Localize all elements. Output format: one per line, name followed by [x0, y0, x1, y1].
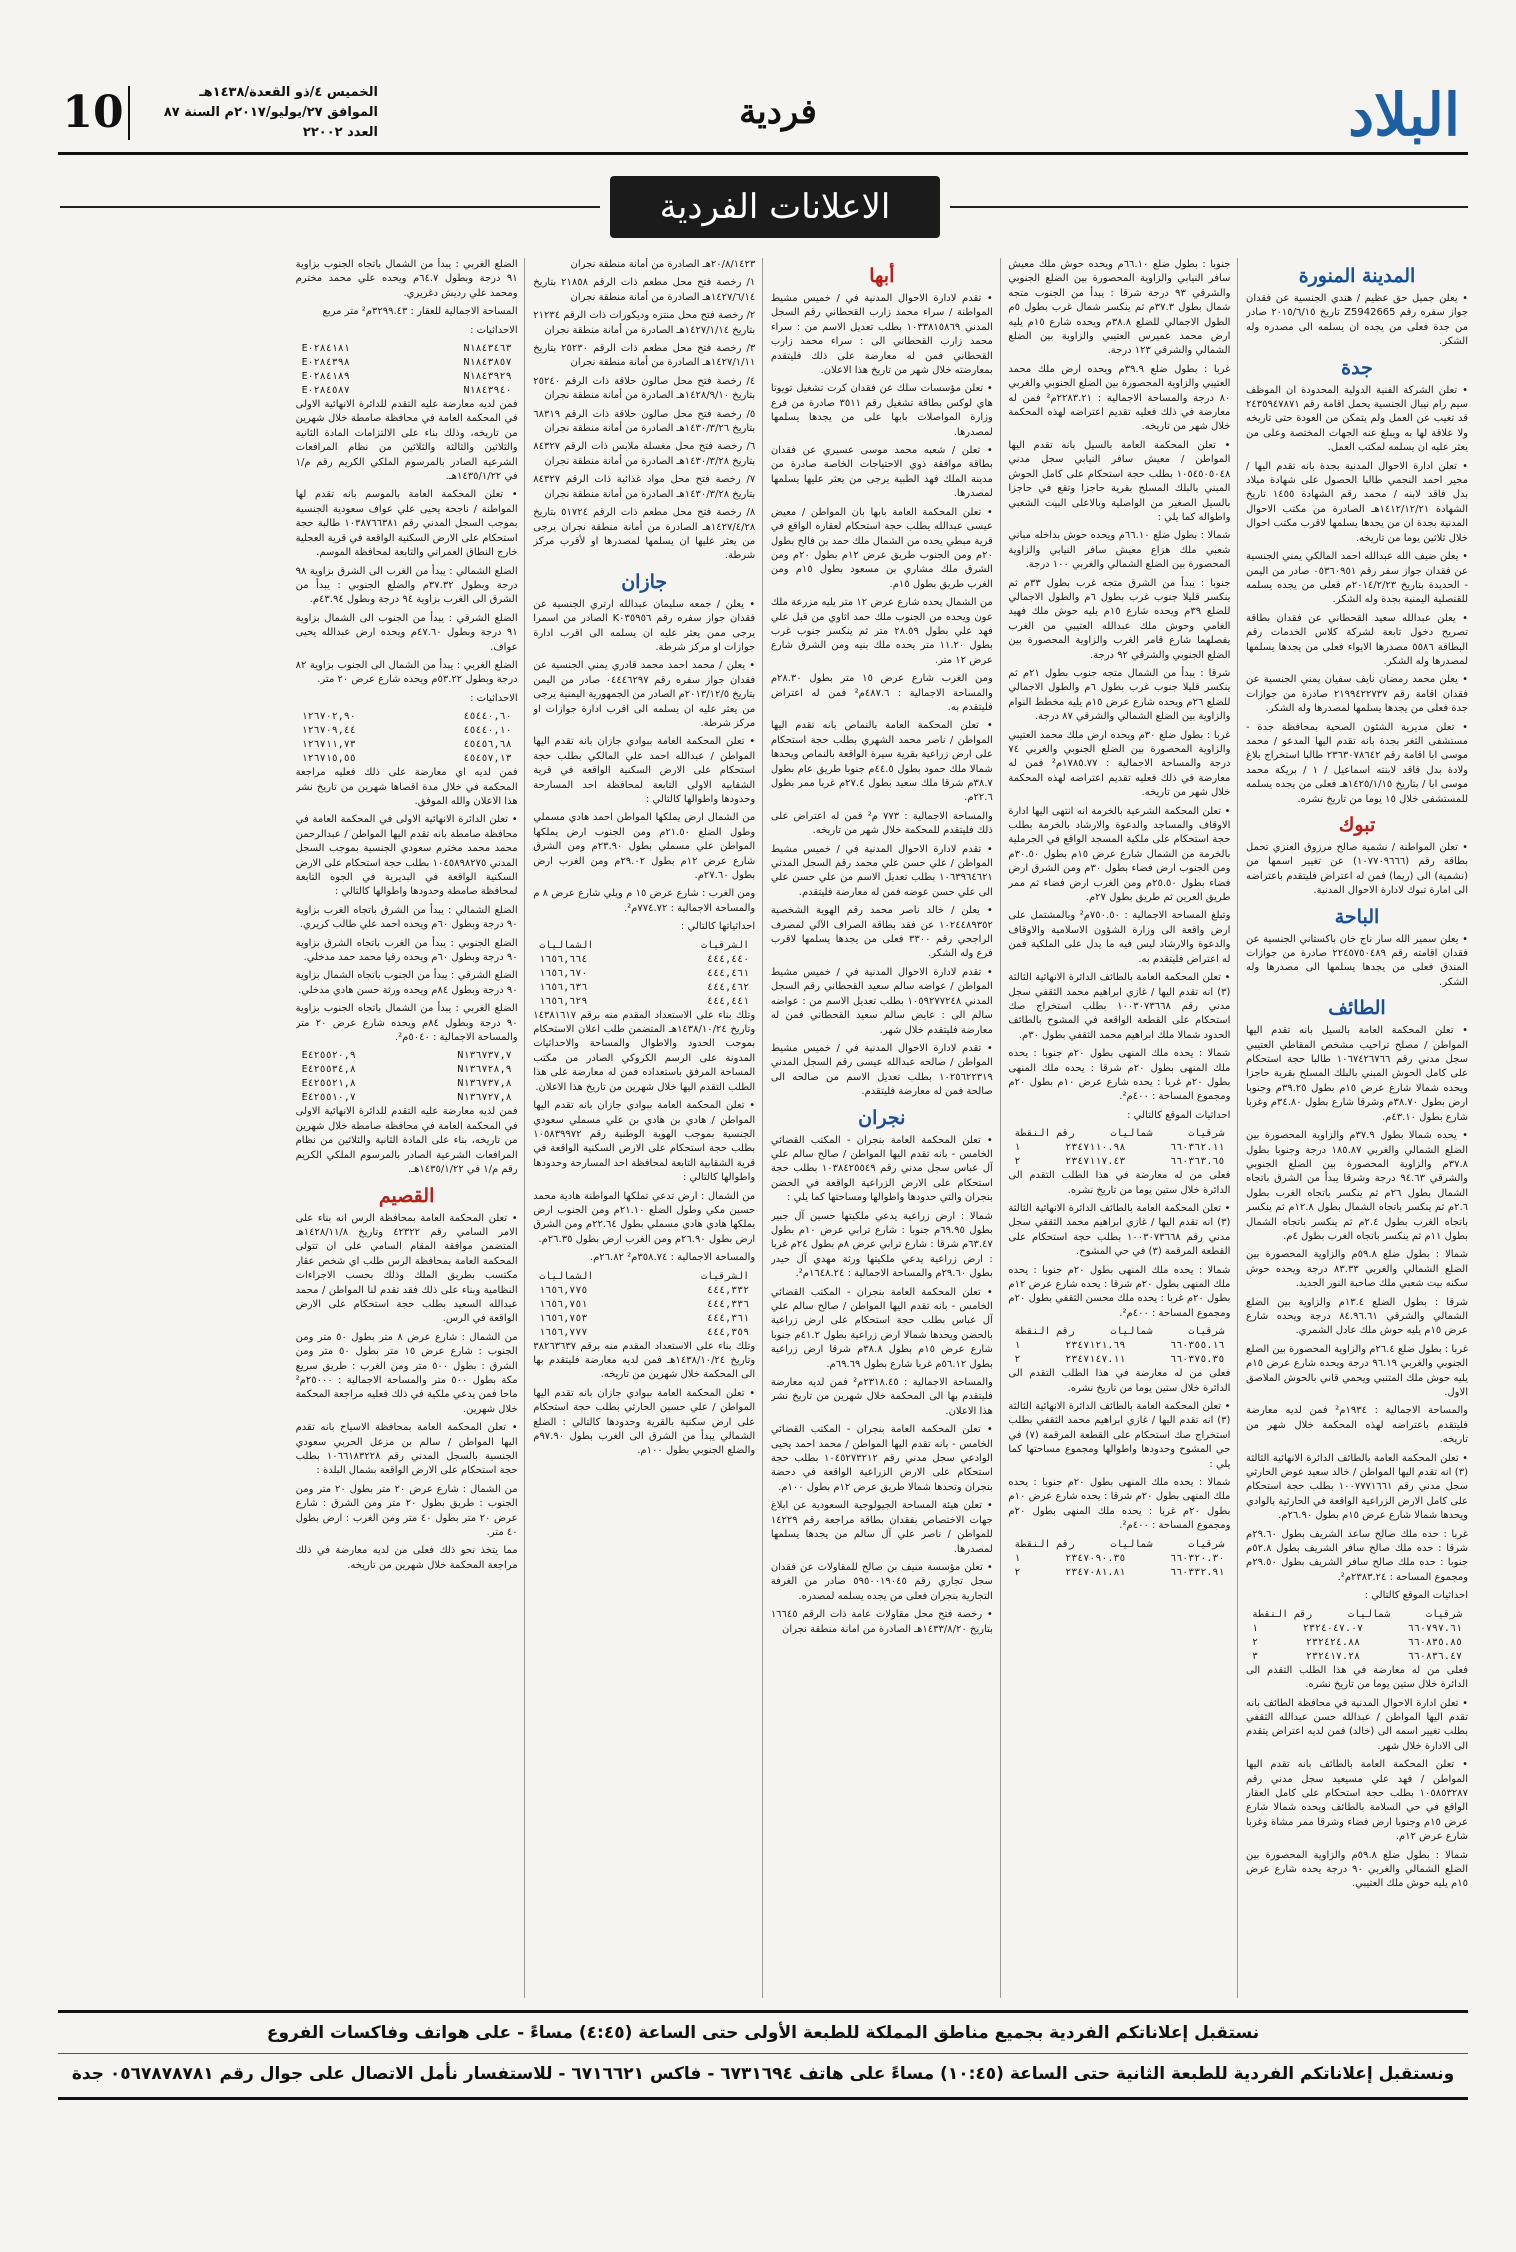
coordinate-cell: ٢٣٢٤١٧.٢٨ — [1305, 1650, 1361, 1662]
classified-ad: • تقدم لادارة الاحوال المدنية في / خميس مشيط المواطنة / سراء محمد زارب القحطاني رقم السجل المدني ١٠٣٣٨١٥٨٦٩ بطلب تعديل الاسم من : سراء محمد زارب القحطاني الى : سراء محمد زارب القحطاني فمن له معارضة على ذلك فليتقدم بمعارضته خلال شهر من تاريخ هذا الاعلان. — [770, 293, 993, 377]
classified-ad: ٧/ رخصة فتح محل مواد غذائية ذات الرقم ٨٤٣٢٧ بتاريخ ١٤٣٠/٣/٢٨هـ الصادرة من أمانة منطقة نجران — [533, 474, 756, 500]
coordinates-row — [533, 967, 755, 981]
coordinates-table — [296, 342, 518, 398]
coordinate-cell: ٤٤٤,٤٤٠ — [707, 953, 750, 965]
classified-ad: الضلع الغربي : يبدأ من الشمال الى الجنوب بزاوية ٨٢ درجة وبطول ٥٣.٢٢م ويحده شارع عرض ٢٠ متر. — [295, 659, 518, 686]
coordinate-cell: ٤٤٤,٤٦١ — [707, 967, 750, 979]
column-separator — [762, 258, 763, 1998]
classified-ad: • تعلن ادارة الاحوال المدنية بجدة بانه تقدم اليها / مجير احمد النجمي طالبا الحصول على شهادة ميلاد بدل فاقد لابنه / محمد رقم الشهادة ١٤٥٥ تاريخ الشهادة ١٤١٢/١٢/٢١هـ الصادرة من مكتب الاحوال المدنية بجدة ان من يجدها يسلمها لاقرب مكتب احوال خلال ثلاثين يوما من تاريخه. — [1246, 460, 1468, 544]
coordinate-cell: ٢٣٢٤٠٤٧.٠٧ — [1302, 1622, 1364, 1634]
coordinates-row — [1246, 1608, 1468, 1622]
coordinate-cell: E٠٢٨٤١٨١ — [301, 343, 350, 355]
classified-ad: احداثيات الموقع كالتالي : — [1364, 1590, 1468, 1602]
classified-ad: • تعلن المحكمة العامة بالسيل بانه تقدم اليها المواطن / مصلح تراحيب مشخص المقاطي العتيبي سجل مدني رقم ١٠٦٧٤٢٦٧٦٦ طالبا حجة استحكام على كامل الحوش المبني بالبلك المسلح بقرية حاجزا ويحده شمالا شارع عرض ١٥م بطول ٣٩.٢٥م وجنوبا ارض بطول ٣٨.٧٠م وشرقا شارع بطول ٣٤.٨٠م وغربا شارع بطول ٤٣.١٠م. — [1246, 1025, 1468, 1123]
coordinate-cell: ٢٣٤٧٠٨١.٨١ — [1065, 1566, 1126, 1578]
classified-ad: الضلع الشرقي : يبدأ من الجنوب الى الشمال بزاوية ٩١ درجة وبطول ٤٧.٦٠م ويحده ارض عبدالله يحيى عواف. — [295, 612, 518, 653]
coordinates-row — [1008, 1353, 1230, 1367]
coordinates-row — [1008, 1538, 1230, 1552]
classified-ad: شمالا : ارض زراعية يدعي ملكيتها حسين آل جبير بطول ٦٩.٩٥م جنوبا : شارع ترابي عرض ١٠م بطول ٦٣.٤٧م شرقا : شارع ترابي عرض ٨م بطول ٢٤م غربا : ارض زراعية يدعي ملكيتها ورثة مهدي آل حيدر بطول ٢٩.٦٠م والمساحة الاجمالية : ١٦٤٨.٢٤م². — [770, 1210, 993, 1280]
region-heading: جدة — [1341, 356, 1373, 379]
region-heading: جازان — [621, 570, 668, 593]
coordinate-cell: N١٨٤٣٨٥٧ — [463, 357, 512, 369]
column-separator — [524, 258, 525, 1998]
coordinates-row — [296, 356, 518, 370]
coordinate-cell: ١٦٥٦,٧٧٧ — [539, 1326, 588, 1338]
classified-ad: • تعلن هيئة المساحة الجيولوجية السعودية عن ابلاغ جهات الاختصاص بفقدان بطاقة مراجعة رقم ١٤٢٢٩ للمواطن / ناصر علي آل سالم من يجدها يسلمها لمصدرها. — [770, 1500, 993, 1555]
page-number: 10 — [58, 86, 130, 140]
coordinate-cell: ٤٥٤٥٦,٦٨ — [463, 739, 512, 751]
classified-ad: من الشمال ارض يملكها المواطن احمد هادي مسملي وطول الضلع ٢١.٥٠م ومن الجنوب ارض يملكها المواطن علي مسملي بطول ٢٣.٩٠م ومن الشرق شارع عرض ١٢م بطول ٢٩.٠٢م ومن الغرب ارض بطول ٢٧.٦٠م. — [533, 812, 756, 882]
classified-ad: من الشمال يحده شارع عرض ١٢ متر يليه مزرعة ملك عون ويحده من الجنوب ملك حمد اثاوي من قبل علي فهد علي بطول ٢٨.٥٩ متر ثم ينكسر جنوب غرب بطول ١١.٢٠ متر يحده ملك بنيه ومن الشرق شارع عرض ١٢ متر. — [770, 597, 993, 666]
coordinate-cell: ١٦٥٦,٦٣٦ — [539, 981, 588, 993]
coordinate-cell: ٢٣٤٧١١٠.٩٨ — [1065, 1142, 1126, 1154]
classified-ad: الضلع الغربي : يبدأ من الشمال باتجاه الجنوب بزاوية ٩١ درجة وبطول ٦٤.٧م ويحده علي محمد مخترم ومحمد علي رديش دغريري. — [295, 259, 518, 299]
region-heading: تبوك — [1338, 814, 1376, 836]
ad-column-2 — [1008, 258, 1230, 1998]
classified-ad: الاحداثيات : — [470, 324, 518, 336]
classified-ad: • تعلن مؤسسات سلك عن فقدان كرت تشغيل تويوتا هاي لوكس بطاقة تشغيل رقم ٣٥١١ صادرة من فرع وزارة المواصلات بابها على من يجدها يسلمها لمصدرها. — [770, 383, 993, 438]
coordinates-row — [296, 342, 518, 356]
coordinates-row — [1246, 1650, 1468, 1664]
coordinate-cell: E٤٢٥٥١٠,٧ — [301, 1092, 356, 1104]
footer-line-first-edition: نستقبل إعلاناتكم الفردية بجميع مناطق المملكة للطبعة الأولى حتى الساعة (٤:٤٥) مساءً - على هواتف وفاكسات الفروع — [266, 2023, 1260, 2043]
hijri-date: الخميس ٤/ذو القعدة/١٤٣٨هـ — [199, 85, 378, 100]
classified-ad: • تعلن المحكمة العامة بالطائف الدائرة الانهائية الثالثة (٣) انه تقدم اليها المواطن / خالد سعيد عوض الحارثي سجل مدني رقم ١٠٠٧٧٧١٦٦١ بطلب حجة استحكام على كامل الارض الزراعية الواقعة في الحارثية بالوادي ويحدها شمالا شارع عرض ١٥م بطول ٢٦.٩٠م. — [1246, 1452, 1468, 1522]
coordinates-table — [1246, 1608, 1468, 1664]
coordinate-cell: N١٣٦٧٣٧,٨ — [457, 1078, 512, 1090]
coordinate-cell: ٦٦٠٨٣٦.٤٧ — [1407, 1650, 1462, 1662]
coordinates-row — [533, 953, 755, 967]
classified-ad: • تعلن مديرية الشئون الصحية بمحافظة جدة - مستشفى الثغر بجدة بانه تقدم اليها المدعو / محمد موسى ابا اقامة رقم ٢٣٦٣٠٧٨٦٤٢ طالبا استخراج بلاغ ولادة بدل فاقد لابنته اسماعيل / ١ / بريكة محمد موسى ابا / بتاريخ ١٤٢٥/١/١٥هـ فعلى من يجده يسلمه للمستشفى خلال ١٥ يوما من تاريخ نشره. — [1246, 721, 1468, 805]
coordinates-table — [296, 1049, 518, 1105]
ad-column-3 — [771, 258, 993, 1998]
classified-ad: • تعلن المحكمة العامة بمحافظة الاسياح بانه تقدم اليها المواطن / سالم بن مزعل الحربي سعودي الجنسية بالسجل المدني رقم ١٠٦٦١٨٣٢٢٨ بطلب حجة استحكام على الارض الواقعة بشمال البلدة : — [295, 1422, 518, 1477]
coordinate-cell: ١٦٥٦,٦٢٩ — [539, 995, 588, 1007]
coordinates-table — [533, 939, 755, 1009]
classified-ad: شرقا : يبدأ من الشمال متجه جنوب بطول ٢١م ثم ينكسر قليلا جنوب غرب بطول ٦م والطول الاجمالي للضلع ٢٦م ويحده شارع عرض ١٥م يليه مخطط النوام والزاوية بين الضلع الشمالي والشرقي ٨٧ درجة. — [1008, 667, 1231, 723]
classified-ad: • تعلن المحكمة الشرعية بالخرمة انه انتهى اليها ادارة الاوقاف والمساجد والدعوة والارشاد بالخرمة بطلب حجة استحكام على ملكية المسجد الواقع في الجرملية بالخرمة من الشمال شارع عرض ١٥م بطول ٣٠.٥٠م ومن الجنوب ارض فضاء بطول ٣٠م ومن الشرق ارض فضاء بطول ٢٥.٥٠م ومن الغرب ارض فضاء ثم ممر طريق العرين ثم طريق بطول ٢٧م. — [1008, 805, 1231, 904]
coordinate-cell: ٤٤٤,٣٣٦ — [707, 1298, 750, 1310]
coordinates-table — [1008, 1538, 1230, 1580]
ad-column-5 — [296, 258, 518, 1998]
classified-ad: • تعلن المحكمة العامة بمحافظة الرس انه بناء على الامر السامي رقم ٤٢٣٢٢ وتاريخ ١٤٢٨/١١/٨هـ المتضمن موافقة المقام السامي على ان تتولى المحكمة العامة بمحافظة الرس طلب اي شخص عقار مكتسب بطريق الملك وذلك بحسب الاجراءات النظامية وبناء على ذلك فقد تقدم لنا المواطن / محمد عبدالله السعيد بطلب حجة استحكام على الارض الواقعة في الرس. — [295, 1212, 518, 1325]
coordinates-row — [296, 370, 518, 384]
classified-ad: • تعلن المحكمة العامة بالطائف الدائرة الانهائية الثالثة (٣) انه تقدم اليها / غازي ابراهيم محمد الثقفي بطلب استخراج صك استحكام على القطعة المرقمة (٧) في حي المشوح وحدودها واطوالها ومجموع مساحتها كما يلي : — [1008, 1401, 1231, 1470]
region-heading: أبها — [869, 265, 895, 287]
classified-ad: شمالا : بطول ضلع ٦٦.١٠م ويحده حوش بداخله مباني شعبي ملك هزاع معيش سافر النيابي والزاوية المحصورة بين الضلع الشمالي والغربي ١٠٠ درجة. — [1008, 530, 1231, 571]
classified-ad: ٨/ رخصة فتح محل مطعم ذات الرقم ٥١٧٢٤ بتاريخ ١٤٢٧/٤/٢٨هـ الصادرة من أمانة منطقة نجران يرجى من يعثر عليها ان يسلمها لمصدرها او لأقرب مركز شرطة. — [533, 507, 756, 562]
coordinates-row — [296, 1077, 518, 1091]
coordinate-cell: ٢ — [1252, 1636, 1259, 1648]
coordinate-cell: ٢٣٢٤٢٤.٨٨ — [1305, 1636, 1361, 1648]
classified-ad: فمن لديه معارضة عليه التقدم للدائرة الانهائية الاولى في المحكمة العامة في محافظة صامطة خلال شهرين من تاريخه، وذلك بناء على الالتزامات المادة الثانية والثلاثين والثالثة والثلاثين من نظام المرافعات الشرعية الصادر بالمرسوم الملكي الكريم رقم م/١ في ١٤٣٥/١/٢٢هـ. — [295, 399, 518, 483]
date-box — [58, 86, 388, 140]
classified-ad: ٥/ رخصة فتح محل صالون حلاقة ذات الرقم ٦٨٣١٩ بتاريخ ١٤٣٠/٣/٢٦هـ الصادرة من أمانة منطقة نجران — [533, 408, 756, 435]
coordinates-row — [533, 1326, 755, 1340]
coordinates-row — [533, 1284, 755, 1298]
classified-ad: والمساحة الاجمالية : ٧٧٣ م² فمن له اعتراض على ذلك فليتقدم للمحكمة خلال شهر من تاريخه. — [770, 810, 993, 837]
ad-columns — [58, 258, 1468, 1998]
classified-ad: الضلع الشمالي : يبدأ من الشرق باتجاه الغرب بزاوية ٩٠ درجة وبطول ٦٠م ويحده احمد علي طالب كريري. — [295, 904, 518, 931]
coordinate-cell: شماليات — [1110, 1128, 1153, 1140]
classified-ad: • تعلن المحكمة العامة بنجران - المكتب القضائي الخامس - بانه تقدم اليها المواطن / محمد احمد يحيى الوادعي سجل مدني رقم ١٠٤٥٢٧٣٢١٢ بطلب حجة استحكام على الارض الزراعية الواقعة في دحضة بنجران وتحدها شمالا طريق عرض ١٢م بطول ١٠٠م. — [770, 1424, 993, 1493]
classified-ad: ٣/ رخصة فتح محل مطعم ذات الرقم ٢٥٢٣٠ بتاريخ ١٤٢٧/١/١١هـ الصادرة من أمانة منطقة نجران — [533, 343, 756, 369]
classified-ad: • يعلن / محمد احمد محمد قادري يمني الجنسية عن فقدان جواز سفره رقم ٠٤٤٤٦٢٩٧ صادر من اليمن بتاريخ ٢٠١٣/١٢/٥م الصادر من الجمهورية اليمنية يرجى من يعثر عليه ان يسلمه الى اقرب ادارة جوازات او مركز شرطة. — [533, 660, 756, 729]
coordinate-cell: ١٦٥٦,٧٥١ — [539, 1298, 588, 1310]
classified-ad: غربا : حده ملك صالح ساعد الشريف بطول ٢٩.٦٠م شرقا : حده ملك صالح سافر الشريف بطول ٥٢.٨م جنوبا : حده ملك صالح سافر الشريف بطول ٢٩.٥٠م ومجموع المساحة : ٢٣٨٣.٢٤م². — [1246, 1528, 1468, 1583]
coordinates-row — [296, 724, 518, 738]
classified-ad: احداثيات الموقع كالتالي : — [1127, 1109, 1231, 1121]
coordinate-cell: ٦٦٠٧٩٧.٦١ — [1407, 1622, 1462, 1634]
coordinate-cell: شرقيات — [1188, 1538, 1225, 1550]
coordinate-cell: N١٣٦٧٢٧,٨ — [457, 1092, 512, 1104]
coordinates-row — [533, 981, 755, 995]
column-separator — [1000, 258, 1001, 1998]
classified-ad: والمساحة الاجمالية : ١٩٣٤م² فمن لديه معارضة فليتقدم باعتراضه لهذه المحكمة خلال شهر من تاريخه. — [1246, 1405, 1468, 1446]
classified-ad: المساحة الاجمالية للعقار : ٣٢٩٩.٤٣م² متر مربع — [322, 306, 518, 318]
ad-column-4 — [533, 258, 755, 1998]
coordinates-row — [533, 1270, 755, 1284]
footer-line-second-edition: ونستقبل إعلاناتكم الفردية للطبعة الثانية حتى الساعة (١٠:٤٥) مساءً على هاتف ٦٧٣١٦٩٤ - فاكس ٦٧١٦٦٢١ - للاستفسار نأمل الاتصال على جوال رقم ٠٥٦٧٨٧٨٧٨١ جدة — [58, 2053, 1468, 2094]
classified-ad: شمالا : يحده ملك المنهى بطول ٢٠م جنوبا : يحده ملك المنهى بطول ٢٠م شرقا : يحده ملك المنهى بطول ٢٠م غربا : يحده شارع عرض ١٠م بطول ٢٠م ومجموع المساحة : ٤٠٠م². — [1008, 1048, 1231, 1103]
coordinate-cell: ٤٤٤,٣٦١ — [707, 1312, 750, 1324]
coordinate-cell: E٠٢٨٤٥٨٧ — [301, 385, 350, 397]
coordinate-cell: ١٢٦٧١١,٧٣ — [301, 739, 356, 751]
coordinate-cell: ٤٤٤,٤٦٢ — [707, 981, 750, 993]
classified-ad: • تعلن المحكمة العامة بالسيل بانه تقدم اليها المواطن / معيش سافر النيابي سجل مدني ١٠٥٤٥٠٥٠٤٨ بطلب حجة استحكام على كامل الحوش المبني بالبلك المسلح بقرية حاجزا وتقع في حاجزا بالسيل الصغير من الواصلية وبالاعلى البيت الشعبي واطواله كما يلي : — [1008, 439, 1231, 523]
classified-ad: والمساحة الاجمالية : ٣٥٨.٧٤م² ٢٦.٨٢م. — [589, 1252, 756, 1264]
coordinates-row — [296, 384, 518, 398]
classified-ad: • تقدم لادارة الاحوال المدنية في / خميس مشيط المواطن / عواضه سالم سعيد القحطاني رقم السجل المدني ١٠٥٩٢٧٧٢٤٨ بطلب تعديل الاسم من : عواضه سالم الى : عايض سالم سعيد القحطاني فمن له معارضة فليتقدم خلال شهر. — [770, 966, 993, 1036]
coordinate-cell: ١٦٥٦,٧٧٥ — [539, 1284, 588, 1296]
classified-ad: • تعلن الشركة الفنية الدولية المحدودة ان الموظف سيم رام نيبال الجنسية يحمل اقامة رقم ٢٤٣٥٩٤٧٨٧١ قد تغيب عن العمل ولم يتمكن من العودة حتى تاريخه ولا علاقة لها به ويبلغ عنه الجهات المختصة وعلى من يعثر عليه ان يسلمه لمكتب العمل. — [1246, 384, 1468, 454]
classified-ad: • تقدم لادارة الاحوال المدنية في / خميس مشيط المواطن / صالحه عبدالله عيسى رقم السجل المدني ١٠٢٥٦٢٢٣١٩ بطلب تعديل الاسم من صالحه الى صالحة فمن له معارضة فليتقدم. — [770, 1042, 993, 1098]
coordinate-cell: ٢٣٤٧١٤٧.١١ — [1065, 1354, 1126, 1366]
banner-rule-right — [950, 206, 1468, 208]
classified-ad: والمساحة الاجمالية : ٢٣١٨.٤٥م² فمن لديه معارضة فليتقدم بها الى المحكمة خلال شهرين من تاريخ نشر هذا الاعلان. — [770, 1377, 993, 1417]
coordinate-cell: N١٨٤٣٤٦٣ — [463, 343, 512, 355]
classified-ad: • تعلن المحكمة العامة بالطائف الدائرة الانهائية الثالثة (٣) انه تقدم اليها / غازي ابراهيم محمد الثقفي سجل مدني رقم ١٠٠٣٠٧٣٦٦٨ بطلب حجة استحكام على القطعة المرقمة (٣) في حي المشوح. — [1008, 1202, 1231, 1258]
classified-ad: ومن الغرب شارع عرض ١٥ متر بطول ٢٨.٣٠م والمساحة الاجمالية : ٤٨٧.٦م² فمن له اعتراض فليتقدم به. — [770, 673, 993, 713]
coordinates-row — [296, 710, 518, 724]
coordinate-cell: E٠٢٨٤١٨٩ — [301, 371, 350, 383]
coordinate-cell: ٢٣٤٧١١٧.٤٣ — [1065, 1156, 1126, 1168]
coordinate-cell: ٤٥٤٥٧,١٣ — [463, 753, 512, 765]
classified-ad: • تعلن مؤسسة منيف بن صالح للمقاولات عن فقدان سجل تجاري رقم ٥٩٥٠٠١٩٠٤٥ صادر من الغرفة التجارية بنجران فعلى من يجده يسلمه لمصدره. — [770, 1561, 993, 1602]
coordinate-cell: ١٦٥٦,٧٥٣ — [539, 1312, 588, 1324]
classified-ad: شمالا : بطول ضلع ٥٩.٨م والزاوية المحصورة بين الضلع الشمالي والغربي ٩٠ درجة يحده شارع عرض ١٥م يليه حوش ملك العتيبي. — [1246, 1849, 1468, 1890]
coordinates-row — [296, 1091, 518, 1105]
classified-ad: • يعلن / جمعه سليمان عبدالله ارتري الجنسية عن فقدان جواز سفره رقم K٠٣٥٩٥٦ الصادر من اسمرا يرجى ممن يعثر عليه ان يسلمه الى اقرب ادارة جوازات او مركز شرطة. — [533, 598, 756, 653]
coordinate-cell: ٦٦٠٣٥٥.١٦ — [1170, 1340, 1225, 1352]
classified-ad: • تعلن المحكمة العامة بابها بان المواطن / معيض عيسى عبدالله يطلب حجة استحكام لعقاره الواقع في قرية مبطي يحده من الشمال ملك حمد بن فالح بطول ٢٠م ومن الجنوب طريق عرض ١٢م بطول ٢٠م ومن الشرق ملك مشاري بن مسعود بطول ١٥م ومن الغرب طريق بطول ١٥م. — [770, 506, 993, 590]
coordinate-cell: N١٣٦٧٣٧,٧ — [457, 1050, 512, 1062]
classified-ad: • يعلن محمد رمضان نايف سفيان يمني الجنسية عن فقدان اقامة رقم ٢١٩٩٤٢٢٧٣٧ صادرة من جوازات جدة فعلى من يجدها يسلمها لمصدرها وله الشكر. — [1246, 674, 1468, 715]
footer-notice — [58, 2010, 1468, 2100]
coordinate-cell: ١٢٦٧١٥,٥٥ — [301, 753, 356, 765]
coordinate-cell: ٤٥٤٤٠,٦٠ — [463, 711, 512, 723]
coordinates-row — [1008, 1141, 1230, 1155]
coordinate-cell: ١٦٥٦,٦٦٤ — [539, 953, 588, 965]
classified-ad: الضلع الجنوبي : يبدأ من الغرب باتجاه الشرق بزاوية ٩٠ درجة وبطول ٦٠م ويحده رقيا محمد حمد مدخلي. — [295, 937, 518, 964]
coordinates-row — [533, 1298, 755, 1312]
coordinate-cell: شرقيات — [1188, 1326, 1225, 1338]
classified-ad: ٢٠/٨/١٤٢٣هـ الصادرة من أمانة منطقة نجران — [570, 259, 756, 270]
coordinate-cell: ١ — [1014, 1340, 1021, 1352]
coordinate-cell: ٤٤٤,٤٤١ — [707, 995, 750, 1007]
coordinates-row — [1246, 1636, 1468, 1650]
classified-ad: • تعلن المحكمة العامة ببوادي جازان بانه تقدم اليها المواطن / هادي بن هادي بن علي مسملي سعودي الجنسية بموجب الهوية الوطنية رقم ١٠٥٨٣٩٩٧٢ بطلب حجة استحكام على الارض السكنية الواقعة في قرية الشقابية التابعة لمحافظة احد المسارحة وحدودها واطوالها كالتالي : — [533, 1100, 756, 1184]
classified-ad: من الشمال : ارض تدعي تملكها المواطنة هادية محمد حسين مكي وطول الضلع ٢١.١٠م ومن الجنوب ارض يملكها هادي هادي مسملي بطول ٢٢.٦٤م ومن الشرق ارض بطول ٢٦.٩٠م ومن الغرب ارض بطول ٢٦.٣٥م. — [533, 1190, 756, 1245]
coordinates-row — [296, 1049, 518, 1063]
classified-ad: وتبلغ المساحة الاجمالية : ٧٥٠.٥٠م² وبالمشتمل على ارض واقعة الى وزارة الشؤون الاسلامية والاوقاف والدعوة والارشاد ليس فيه ما يدل على الملكية فمن له اعتراض فليتقدم به. — [1008, 910, 1231, 965]
coordinate-cell: ٢ — [1014, 1354, 1021, 1366]
coordinate-cell: الشرقيات — [701, 939, 750, 951]
classified-ad: • تقدم لادارة الاحوال المدنية في / خميس مشيط المواطن / علي حسن علي محمد رقم السجل المدني ١٠٦٣٩٦٤٦٢١ بطلب تعديل الاسم من علي حسن علي الى علي حسن عوضه فمن له معارضة فليتقدم. — [770, 843, 993, 898]
coordinate-cell: شماليات — [1110, 1326, 1153, 1338]
coordinate-cell: ١ — [1252, 1622, 1259, 1634]
classified-ad: • تعلن المحكمة العامة بالطائف بانه تقدم اليها المواطن / فهد علي مسيعيد سجل مدني رقم ١٠٥٨٥٣٢٨٧ بطلب حجة استحكام على كامل العقار الواقع في حي السلامة بالطائف ويحده شمالا شارع عرض ١٥م وجنوبا ارض فضاء وشرقا ممر مشاة وغربا شارع عرض ١٢م. — [1246, 1759, 1468, 1843]
coordinate-cell: ٢٣٤٧١٢١.٦٩ — [1065, 1340, 1126, 1352]
coordinate-cell: E٠٢٨٤٣٩٨ — [301, 357, 350, 369]
classified-ad: • يعلن جميل حق عظيم / هندي الجنسية عن فقدان جواز سفره رقم Z5942665 تاريخ ٢٠١٥/٦/١٥ صادر من جدة فعلى من يجده ان يسلمه الى مصدره وله الشكر. — [1246, 293, 1468, 348]
issue-date — [130, 86, 388, 140]
coordinate-cell: ٤٥٤٤٠,١٠ — [463, 725, 512, 737]
classified-ad: احداثياتها كالتالي : — [680, 921, 756, 933]
coordinates-row — [1246, 1622, 1468, 1636]
classified-ad: غربا : بطول ضلع ٢٦.٤م والزاوية المحصورة بين الضلع الجنوبي والغربي ٩٦.١٩ درجة ويحده شارع عرض ١٥م يليه حوش ملك المتنبي ويحمي قاني بالحوش الملاصق الاول. — [1246, 1343, 1468, 1398]
coordinates-table — [296, 710, 518, 766]
classified-ad: • تعلن المحكمة العامة بالطائف الدائرة الانهائية الثالثة (٣) انه تقدم اليها / غازي ابراهيم محمد الثقفي سجل مدني رقم ١٠٠٣٠٧٣٦٦٨ بطلب استخراج صك استحكام على القطعة الواقعة في المشوح بالطائف الحدود شمالا ملك ابراهيم محمد الثقفي بطول ٣٠م. — [1008, 972, 1231, 1041]
classified-ad: جنوبا : يبدأ من الشرق متجه غرب بطول ٣٣م ثم ينكسر قليلا جنوب غرب بطول ٦م والطول الاجمالي للضلع ٣٩م ويحده شارع ١٥م يليه حوش ملك فهيد الغامي وحوش ملك عبدالله العتيبي من الغرب يفصلهما شارع قامر الغرب والزاوية المحصورة بين الضلع الجنوبي والشرقي ٩٢ درجة. — [1008, 577, 1231, 661]
coordinate-cell: ٦٦٠٣٦٢.١١ — [1170, 1142, 1225, 1154]
coordinate-cell: ٤٤٤,٣٣٢ — [707, 1284, 750, 1296]
classified-ad: فمن لديه معارضة عليه التقدم للدائرة الانهائية الاولى في المحكمة العامة في محافظة صامطة خلال شهرين من تاريخه، بناء على المادة الثانية والثلاثين من نظام المرافعات الشرعية الصادر بالمرسوم الملكي الكريم رقم م/١ في ١٤٣٥/١/٢٢هـ. — [295, 1106, 518, 1176]
coordinate-cell: رقم النقطة — [1252, 1608, 1313, 1620]
classified-ad: الضلع الغربي : يبدأ من الشمال باتجاه الجنوب بزاوية ٩٠ درجة وبطول ٨٤م ويحده شارع عرض ٢٠ متر والمساحة الاجمالية : ٥٠٤٠م². — [295, 1003, 518, 1044]
coordinate-cell: ٦٦٠٣٦٣.٦٥ — [1170, 1156, 1225, 1168]
classified-ad: ٤/ رخصة فتح محل صالون حلاقة ذات الرقم ٢٥٢٤٠ بتاريخ ١٤٢٨/٩/١٠هـ الصادرة من أمانة منطقة نجران — [533, 375, 756, 402]
column-separator — [1237, 258, 1238, 1998]
newspaper-logo: البلاد — [1348, 81, 1460, 149]
coordinate-cell: E٤٢٥٥٢٠,٩ — [301, 1050, 356, 1062]
coordinate-cell: E٤٢٥٥٣٤,٨ — [301, 1064, 356, 1076]
classified-ad: شمالا : يحده ملك المنهى بطول ٢٠م جنوبا : يحده ملك المنهى بطول ٢٠م شرقا : يحده شارع عرض ١٠م بطول ٢٠م غربا : يحده ملك المنهى بطول ٢٠م ومجموع المساحة : ٤٠٠م². — [1008, 1477, 1231, 1532]
classified-ad: ٦/ رخصة فتح محل مغسلة ملابس ذات الرقم ٨٤٣٢٧ بتاريخ ١٤٣٠/٣/٢٨هـ الصادرة من أمانة منطقة نجران — [533, 441, 756, 467]
classified-ad: • تعلن / شعبه محمد موسى عسيري عن فقدان بطاقة موافقة ذوي الاحتياجات الخاصة صادرة من مدينة الملك فهد الطبية يرجى من يعثر عليها يسلمها لمصدرها. — [770, 445, 993, 500]
coordinate-cell: ١ — [1014, 1552, 1021, 1564]
coordinates-row — [296, 738, 518, 752]
coordinate-cell: ١ — [1014, 1142, 1021, 1154]
coordinates-row — [1008, 1552, 1230, 1566]
classified-ad: الضلع الشرقي : يبدأ من الجنوب باتجاه الشمال بزاوية ٩٠ درجة وبطول ٨٤م ويحده ورثة حسن هادي مدخلي. — [295, 970, 518, 996]
region-heading: الباحة — [1334, 905, 1380, 928]
coordinates-row — [1008, 1155, 1230, 1169]
coordinate-cell: الشماليات — [539, 939, 594, 951]
classified-ad: • يعلن / خالد ناصر محمد رقم الهوية الشخصية ١٠٢٤٤٨٩٣٥٢ عن فقد بطاقة الصراف الآلي لمصرف الراجحي رقم ٣٣٠٠ فعلى من يجدها يسلمها لاقرب فرع وله الشكر. — [770, 905, 993, 960]
classified-ad: ومن الغرب : شارع عرض ١٥ م ويلي شارع عرض ٨ م والمساحة الاجمالية : ٧٧٤.٧٢م². — [533, 888, 756, 914]
classified-ad: ٢/ رخصة فتح محل منتزه وديكورات ذات الرقم ٢١٢٣٤ بتاريخ ١٤٢٧/١/١٤هـ الصادرة من أمانة منطقة نجران — [533, 310, 756, 336]
classified-ad: • يعلن عبدالله سعيد القحطاني عن فقدان بطاقة تصريح دخول تابعة لشركة كلاس الخدمات رقم البطاقة ٥٥٨٦ مصدرها الايواء فعلى من يجدها يسلمها لمصدرها وله الشكر. — [1246, 612, 1468, 667]
region-heading: المدينة المنورة — [1298, 265, 1416, 287]
coordinate-cell: ١٦٥٦,٦٧٠ — [539, 967, 588, 979]
classified-ad: شرقا : بطول الضلع ١٣.٤م والزاوية بين الضلع الشمالي والشرقي ٨٤.٩٦.٦١ درجة ويحده شارع عرض ١٥م يليه حوش ملك عادل الشمري. — [1246, 1296, 1468, 1337]
classified-ad: • تعلن المحكمة العامة ببوادي جازان بانه تقدم اليها المواطن / علي حسين الحارثي بطلب حجة استحكام على ارض سكنية بالقرية وحدودها كالتالي : الضلع الشمالي يبدأ من الشرق الى الغرب بطول ٩٧.٩٠م والضلع الجنوبي بطول ١٠٠م. — [533, 1387, 756, 1457]
coordinate-cell: شماليات — [1110, 1538, 1153, 1550]
classified-ad: • تعلن المحكمة العامة بالموسم بانه تقدم لها المواطنة / ناجحة يحيى علي عواف سعودية الجنسية بموجب السجل المدني رقم ١٠٣٨٧٦٦٣٨١ طالبة حجة استحكام على الارض السكنية الواقعة في قرية العجلية خارج النطاق العمراني والتابعة لمحافظة الموسم. — [295, 489, 518, 559]
classified-ad: • تعلن المحكمة العامة ببوادي جازان بانه تقدم اليها المواطن / عبدالله احمد علي المالكي بطلب حجة استحكام على الارض السكنية الواقعة في قرية الشقابية الاولى التابعة لمحافظة احد المسارحة وحدودها واطوالها كالتالي : — [533, 736, 756, 805]
section-title: فردية — [739, 92, 817, 132]
coordinates-row — [1008, 1127, 1230, 1141]
classified-ad: فعلى من له معارضة في هذا الطلب التقدم الى الدائرة خلال ستين يوما من تاريخ نشره. — [1008, 1368, 1231, 1394]
coordinate-cell: ٦٦٠٣٢٠.٣٠ — [1170, 1552, 1225, 1564]
banner-rule-left — [60, 206, 600, 208]
classified-ad: ١/ رخصة فتح محل مطعم ذات الرقم ٢١٨٥٨ بتاريخ ١٤٢٧/٦/١٤هـ الصادرة من أمانة منطقة نجران — [533, 277, 756, 303]
coordinate-cell: ٦٦٠٣٣٢.٩١ — [1170, 1566, 1225, 1578]
classified-ad: • تعلن المواطنة / نشمية صالح مرزوق العنزي تحمل بطاقة رقم (١٠٧٧٠٩٦٦٦) عن تغيير اسمها من (نشمية) الى (ريما) فمن له اعتراض فليتقدم باعتراضه الى امارة تبوك لادارة الاحوال المدنية. — [1246, 842, 1468, 897]
coordinate-cell: ٦٦٠٣٧٥.٣٥ — [1170, 1354, 1225, 1366]
coordinate-cell: E٤٢٥٥٢١,٨ — [301, 1078, 356, 1090]
coordinates-row — [1008, 1566, 1230, 1580]
classified-ad: وتلك بناء على الاستعداد المقدم منه برقم ٣٨٢٦٣٦٣٧ وتاريخ ١٤٣٨/١٠/٢٤هـ فمن لديه معارضة فليتقدم بها الى المحكمة خلال شهرين من تاريخه. — [533, 1340, 756, 1381]
coordinate-cell: الشرقيات — [701, 1270, 750, 1282]
classified-ad: الاحداثيات : — [470, 692, 518, 704]
classified-ad: • تعلن المحكمة العامة بالنماص بانه تقدم اليها المواطن / ناصر محمد الشهري بطلب حجة استحكام على ارض زراعية بقرية سيرة الواقعة بالنماص ويحدها شمالا ملك حمود بطول ٤٤.٥م جنوبا طريق عام بطول ٣٨.٧م شرقا ملك سعيد بطول ٢٧.٤م غربا ممر بطول ٢٢.٦م. — [770, 720, 993, 804]
coordinate-cell: شماليات — [1347, 1608, 1391, 1620]
coordinate-cell: رقم النقطة — [1014, 1538, 1075, 1550]
classified-ad: • تعلن المحكمة العامة بنجران - المكتب القضائي الخامس - بانه تقدم اليها المواطن / صالح سالم علي آل عباس سجل مدني رقم ١٠٣٨٤٢٥٥٤٩ بطلب حجة استحكام على الارض الزراعية الواقعة في الحضن بنجران والتي حدودها واطوالها ومساحتها كما يلي : — [770, 1134, 993, 1204]
ad-column-1 — [1246, 258, 1468, 1998]
region-heading: الطائف — [1328, 997, 1386, 1020]
coordinates-table — [533, 1270, 755, 1340]
classified-ad: • يعلن سمير الله سار ناج خان باكستاني الجنسية عن فقدان اقامته رقم ٢٢٤٥٧٥٠٤٨٩ صادرة من جوازات المندق فعلى من يجدها يسلمها الى مصدرها وله الشكر. — [1246, 933, 1468, 988]
coordinate-cell: شرقيات — [1425, 1608, 1462, 1620]
coordinate-cell: ٣ — [1252, 1650, 1259, 1662]
classified-ad: جنوبا : بطول ضلع ٦٦.١٠م ويحده حوش ملك معيش سافر النيابي والزاوية المحصورة بين الضلع الجنوبي والشرقي ٩٣ درجة شرقا : يبدأ من الجنوب متجه شمال بطول ٣٧.٣م ثم ينكسر شمال غرب بطول ٥م الطول الاجمالي للضلع ٣٨.٨م ويحده شارع ١٥م يليه ارض محمد عميرس العتيبي والزاوية بين الضلع الشمالي والشرقي ١٢٣ درجة. — [1008, 259, 1231, 357]
masthead — [58, 80, 1468, 150]
coordinate-cell: ٢ — [1014, 1566, 1021, 1578]
classified-ad: من الشمال : شارع عرض ٢٠ متر بطول ٢٠ متر ومن الجنوب : طريق بطول ٢٠ متر ومن الشرق : شارع عرض ٢٠ متر بطول ٤٠ متر ومن الغرب : ارض بطول ٤٠ متر. — [295, 1483, 518, 1539]
coordinates-row — [533, 1312, 755, 1326]
masthead-rule — [58, 152, 1468, 155]
coordinate-cell: N١٣٦٧٢٨,٩ — [457, 1064, 512, 1076]
coordinate-cell: ١٢٦٧٠٢,٩٠ — [301, 711, 356, 723]
classified-ad: شمالا : بطول ضلع ٥٩.٨م والزاوية المحصورة بين الضلع الشمالي والغربي ٨٣.٣٣ درجة ويحده حوش سكنه بيت شعبي ملك صاحبة النور الجديد. — [1246, 1249, 1468, 1290]
coordinates-row — [296, 1063, 518, 1077]
classified-ad: من الشمال : شارع عرض ٨ متر بطول ٥٠ متر ومن الجنوب : شارع عرض ١٥ متر بطول ٥٠ متر ومن الشرق : بطول ٥٠٠ متر ومن الغرب : طريق سريع مكة بطول ٥٠٠ متر والمساحة الاجمالية : ٢٥٠٠٠م² ماحا فمن يدعي ملكية في ذلك فعليه مراجعة المحكمة خلال شهرين. — [295, 1331, 518, 1415]
classified-ad: • يحده شمالا بطول ٣٧.٩م والزاوية المحصورة بين الضلع الشمالي والغربي ١٨٥.٨٧ درجة وجنوبا بطول ٣٧.٨م والزاوية المحصورة بين الضلع الجنوبي والشرقي ٩٤.٦٣ درجة وشرقا يبدأ من الشرق باتجاه الشمال بطول ٢٦م ثم ينكسر باتجاه الغرب بطول ٢.٦م ثم ينكسر باتجاه الشمال بطول ١٢.٨م ثم ينكسر باتجاه الغرب بطول ٢.٤م ثم ينكسر باتجاه الشمال بطول ١١م ثم ينكسر باتجاه الغرب بطول ٤م. — [1246, 1130, 1468, 1242]
classified-ad: غربا : بطول ضلع ٣٠م ويحده ارض ملك محمد العتيبي والزاوية المحصورة بين الضلع الجنوبي والغربي ٧٤ درجة والمساحة الاجمالية : ١٧٨٥.٧٧م² فمن له معارضة في ذلك فعليه تقديم اعتراضه لهذه المحكمة خلال شهر من تاريخه. — [1008, 729, 1231, 799]
classified-ad: فمن لديه اي معارضة على ذلك فعليه مراجعة المحكمة في خلال مدة اقصاها شهرين من تاريخ نشر هذا الاعلان والله الموفق. — [295, 767, 518, 807]
classified-ad: مما يتخذ نحو ذلك فعلى من لديه معارضة في ذلك مراجعة المحكمة خلال شهرين من تاريخه. — [295, 1545, 518, 1571]
coordinate-cell: N١٨٤٣٩٤٠ — [463, 385, 512, 397]
coordinates-row — [296, 752, 518, 766]
classified-ad: • تعلن المحكمة العامة بنجران - المكتب القضائي الخامس - بانه تقدم اليها المواطن / صالح سالم علي آل عباس بطلب حجة استحكام على ارض زراعية بالحضن ويحدها شمالا ارض زراعية بطول ٤١.٢م جنوبا شارع عرض ١٥م بطول ٣٨.٨م شرقا ارض زراعية بطول ٥٦.١٢م غربا شارع بطول ٦٩.٦٩م. — [770, 1286, 993, 1370]
coordinates-row — [1008, 1325, 1230, 1339]
region-heading: نجران — [858, 1106, 906, 1129]
classified-ad: فعلى من له معارضة في هذا الطلب التقدم الى الدائرة خلال ستين يوما من تاريخ نشره. — [1008, 1170, 1231, 1196]
classified-ad: شمالا : يحده ملك المنهى بطول ٢٠م جنوبا : يحده ملك المنهى بطول ٢٠م شرقا : يحده شارع عرض ١٢م بطول ٢٠م غربا : يحده ملك محسن الثقفي بطول ٢٠م ومجموع المساحة : ٤٠٠م². — [1008, 1264, 1231, 1319]
coordinate-cell: شرقيات — [1188, 1128, 1225, 1140]
coordinate-cell: رقم النقطة — [1014, 1326, 1075, 1338]
classified-ad: • رخصة فتح محل مقاولات عامة ذات الرقم ١٦٦٤٥ بتاريخ ١٤٣٣/٨/٢٠هـ الصادرة من امانة منطقة نجران — [770, 1609, 993, 1635]
coordinate-cell: ٢ — [1014, 1156, 1021, 1168]
coordinates-row — [533, 995, 755, 1009]
coordinates-row — [533, 939, 755, 953]
classified-ad: • تعلن ادارة الاحوال المدنية في محافظة الطائف بانه تقدم اليها المواطن / عبدالله حسن عبدالله الثقفي بطلب تغيير اسمه الى (خالد) فمن لديه اعتراض يتقدم الى الادارة خلال شهر. — [1246, 1697, 1468, 1752]
region-heading: القصيم — [378, 1184, 435, 1207]
coordinate-cell: ٦٦٠٨٣٥.٨٥ — [1407, 1636, 1462, 1648]
classified-ad: فعلى من له معارضة في هذا الطلب التقدم الى الدائرة خلال ستين يوما من تاريخ نشره. — [1246, 1664, 1468, 1691]
coordinate-cell: الشماليات — [539, 1270, 594, 1282]
classified-ad: • يعلن ضيف الله عبدالله احمد المالكي يمني الجنسية عن فقدان جواز سفر رقم ٠٥٣٦٠٩٥١ صادر من اليمن - الحديدة بتاريخ ٢٠١٤/٢/٢٣م فعلى من يجده يسلمه للقنصلية اليمنية بجدة وله الشكر. — [1246, 551, 1468, 606]
classified-ad: الضلع الشمالي : يبدأ من الغرب الى الشرق بزاوية ٩٨ درجة وبطول ٣٧.٣٢م والضلع الجنوبي : يبدأ من الشرق الى الغرب بزاوية ٩٤ درجة وبطول ٤٣.٩٤م. — [295, 565, 518, 606]
classified-ad: وتلك بناء على الاستعداد المقدم منه برقم ١٤٣٨١٦١٧ وتاريخ ١٤٣٨/١٠/٢٤هـ المتضمن طلب اعلان الاستحكام بموجب الحدود والاطوال والمساحة والاحداثيات المدونة على الرسم الكروكي الصادر من مكتب المساحة المرفق باستعداده فمن له معارضة على هذا الطلب التقدم اليها خلال شهرين من تاريخ هذا الاعلان. — [533, 1009, 756, 1093]
coordinate-cell: ١٢٦٧٠٩,٤٤ — [301, 725, 356, 737]
coordinate-cell: N١٨٤٣٩٢٩ — [463, 371, 512, 383]
coordinates-row — [1008, 1339, 1230, 1353]
gregorian-date-issue: الموافق ٢٧/يوليو/٢٠١٧م السنة ٨٧ العدد ٢٢٠٠٢ — [163, 105, 378, 140]
coordinate-cell: رقم النقطة — [1014, 1128, 1075, 1140]
coordinates-table — [1008, 1325, 1230, 1367]
classified-ad: غربا : بطول ضلع ٣٩.٩م ويحده ارض ملك محمد العتيبي والزاوية المحصورة بين الضلع الجنوبي والغربي ٨٠ درجة والمساحة الاجمالية : ٢٢٨٣.٢١م² فمن له معارضة في ذلك فعليه تقديم اعتراضه لهذه المحكمة خلال شهر من تاريخه. — [1008, 363, 1231, 433]
classifieds-banner: الاعلانات الفردية — [610, 176, 940, 238]
coordinates-table — [1008, 1127, 1230, 1169]
coordinate-cell: ٢٣٤٧٠٩٠.٣٥ — [1065, 1552, 1126, 1564]
classified-ad: • تعلن الدائرة الانهائية الاولى في المحكمة العامة في محافظة صامطة بانه تقدم اليها المواطن / عبدالرحمن محمد محمد مخترم سعودي الجنسية بموجب السجل المدني ١٠٤٥٨٩٨٢٧٥ بطلب حجة استحكام على الارض السكنية الواقعة في البديرية في الجوه التابعة لمحافظة صامطة وحدودها واطوالها كالتالي : — [295, 814, 518, 898]
coordinate-cell: ٤٤٤,٣٥٩ — [707, 1326, 750, 1338]
